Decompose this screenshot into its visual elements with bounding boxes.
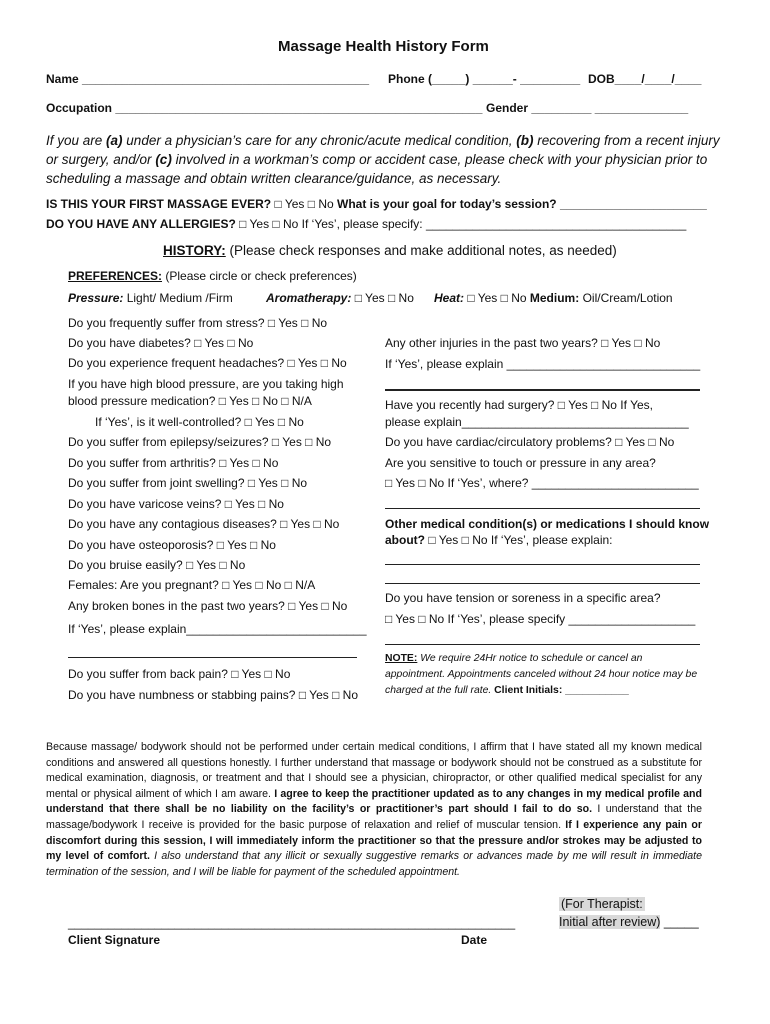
gender-field[interactable]: Gender _________ ______________ [486, 101, 689, 115]
injuries-line[interactable] [385, 389, 700, 391]
question-back-pain[interactable]: Do you suffer from back pain? □ Yes □ No [68, 667, 291, 681]
question-contagious[interactable]: Do you have any contagious diseases? □ Yes □ No [68, 517, 340, 531]
question-bp-medication[interactable]: blood pressure medication? □ Yes □ No □ N/A [68, 394, 312, 408]
history-heading: HISTORY: (Please check responses and make additional notes, as needed) [163, 243, 617, 258]
signature-line[interactable]: ___________________________________________________________________ [68, 916, 516, 930]
page-title: Massage Health History Form [278, 38, 489, 55]
question-surgery[interactable]: Have you recently had surgery? □ Yes □ No If Yes, [385, 398, 653, 412]
question-other-conditions: Other medical condition(s) or medications I should know [385, 517, 710, 531]
question-sensitive: Are you sensitive to touch or pressure in any area? [385, 456, 656, 470]
conditions-line-2[interactable] [385, 583, 700, 584]
conditions-line-1[interactable] [385, 564, 700, 565]
question-bruise[interactable]: Do you bruise easily? □ Yes □ No [68, 558, 246, 572]
first-massage-checkboxes[interactable]: □ Yes □ No [271, 197, 338, 211]
intro-paragraph: If you are (a) under a physician’s care for any chronic/acute medical condition, (b) recovering from a recent injury or surgery, and/or (c) involved in a workman’s comp or accident case, please check with your physician prior to scheduling a massage and obtain written clearance/guidance, as necessary. [46, 133, 720, 186]
question-numbness[interactable]: Do you have numbness or stabbing pains? □ Yes □ No [68, 688, 359, 702]
dob-field[interactable]: DOB____/____/____ [588, 72, 702, 86]
tension-line[interactable] [385, 644, 700, 645]
question-stress[interactable]: Do you frequently suffer from stress? □ Yes □ No [68, 316, 328, 330]
preferences-row[interactable]: Pressure: Light/ Medium /Firm [68, 291, 233, 305]
injuries-explain[interactable]: If ‘Yes’, please explain _____________________________ [385, 357, 701, 371]
cancellation-note: NOTE: We require 24Hr notice to schedule or cancel an appointment. Appointments canceled without 24 hour notice may be charged at the full rate. Client Initials: ___________ [385, 653, 698, 696]
question-tension: Do you have tension or soreness in a specific area? [385, 591, 661, 605]
sensitive-line[interactable] [385, 508, 700, 509]
question-diabetes[interactable]: Do you have diabetes? □ Yes □ No [68, 336, 254, 350]
question-blood-pressure: If you have high blood pressure, are you taking high [68, 377, 344, 391]
therapist-label: (For Therapist: [561, 897, 643, 911]
name-field[interactable]: Name ___________________________________________ [46, 72, 369, 86]
question-joint-swelling[interactable]: Do you suffer from joint swelling? □ Yes □ No [68, 476, 308, 490]
sensitive-where[interactable]: □ Yes □ No If ‘Yes’, where? _________________________ [385, 476, 699, 490]
explain-line[interactable] [68, 657, 357, 658]
date-label: Date [461, 933, 488, 947]
question-osteoporosis[interactable]: Do you have osteoporosis? □ Yes □ No [68, 538, 276, 552]
question-other-injuries[interactable]: Any other injuries in the past two years? □ Yes □ No [385, 336, 661, 350]
aromatherapy-row[interactable]: Aromatherapy: □ Yes □ No [266, 291, 414, 305]
therapist-initial[interactable]: Initial after review) _____ [559, 915, 699, 929]
broken-bones-explain[interactable]: If ‘Yes’, please explain___________________________ [68, 622, 367, 636]
question-arthritis[interactable]: Do you suffer from arthritis? □ Yes □ No [68, 456, 279, 470]
preferences-heading: PREFERENCES: (Please circle or check preferences) [68, 269, 357, 283]
question-epilepsy[interactable]: Do you suffer from epilepsy/seizures? □ Yes □ No [68, 435, 332, 449]
phone-field[interactable]: Phone (_____) ______- _________ [388, 72, 581, 86]
question-cardiac[interactable]: Do you have cardiac/circulatory problems? □ Yes □ No [385, 435, 675, 449]
goal-field[interactable]: What is your goal for today’s session? ______________________ [337, 197, 707, 211]
tension-specify[interactable]: □ Yes □ No If ‘Yes’, please specify ___________________ [385, 612, 696, 626]
allergies-checkboxes[interactable]: □ Yes □ No If ‘Yes’, please specify: _______________________________________ [235, 217, 687, 231]
question-bp-controlled[interactable]: If ‘Yes’, is it well-controlled? □ Yes □ No [95, 415, 304, 429]
allergies-row: DO YOU HAVE ANY ALLERGIES? □ Yes □ No If ‘Yes’, please specify: _______________________________________ [46, 217, 687, 231]
first-massage-row: IS THIS YOUR FIRST MASSAGE EVER? □ Yes □ No What is your goal for today’s session? ______________________ [46, 197, 707, 211]
client-initials-field[interactable]: Client Initials: ___________ [494, 685, 629, 696]
heat-medium-row[interactable]: Heat: □ Yes □ No Medium: Oil/Cream/Lotion [434, 291, 673, 305]
occupation-field[interactable]: Occupation _______________________________________________________ [46, 101, 483, 115]
other-conditions-checkboxes[interactable]: about? □ Yes □ No If ‘Yes’, please explain: [385, 533, 613, 547]
question-pregnant[interactable]: Females: Are you pregnant? □ Yes □ No □ N/A [68, 578, 316, 592]
client-signature-label: Client Signature [68, 933, 161, 947]
question-headaches[interactable]: Do you experience frequent headaches? □ Yes □ No [68, 356, 347, 370]
question-broken-bones[interactable]: Any broken bones in the past two years? □ Yes □ No [68, 599, 348, 613]
question-varicose-veins[interactable]: Do you have varicose veins? □ Yes □ No [68, 497, 284, 511]
surgery-explain[interactable]: please explain__________________________________ [385, 415, 689, 429]
disclaimer-paragraph: Because massage/ bodywork should not be performed under certain medical conditions, I affirm that I have stated all my known medical conditions and answered all questions honestly. I further understand that massage or bodywork should not be construed as a substitute for medical examination, diagnosis, or treatment and that I should see a physician, chiropractor, or other qualified medical specialist for any mental or physical ailment of which I am aware. I agree to keep the practitioner updated as to any changes in my medical profile and understand that there shall be no liability on the facility’s or practitioner’s part should I fail to do so. I understand that the massage/bodywork I receive is provided for the basic purpose of relaxation and relief of muscular tension. If I experience any pain or discomfort during this session, I will immediately inform the practitioner so that the pressure and/or strokes may be adjusted to my level of comfort. I also understand that any illicit or sexually suggestive remarks or advances made by me will result in immediate termination of the session, and I will be liable for payment of the scheduled appointment. [46, 741, 703, 878]
